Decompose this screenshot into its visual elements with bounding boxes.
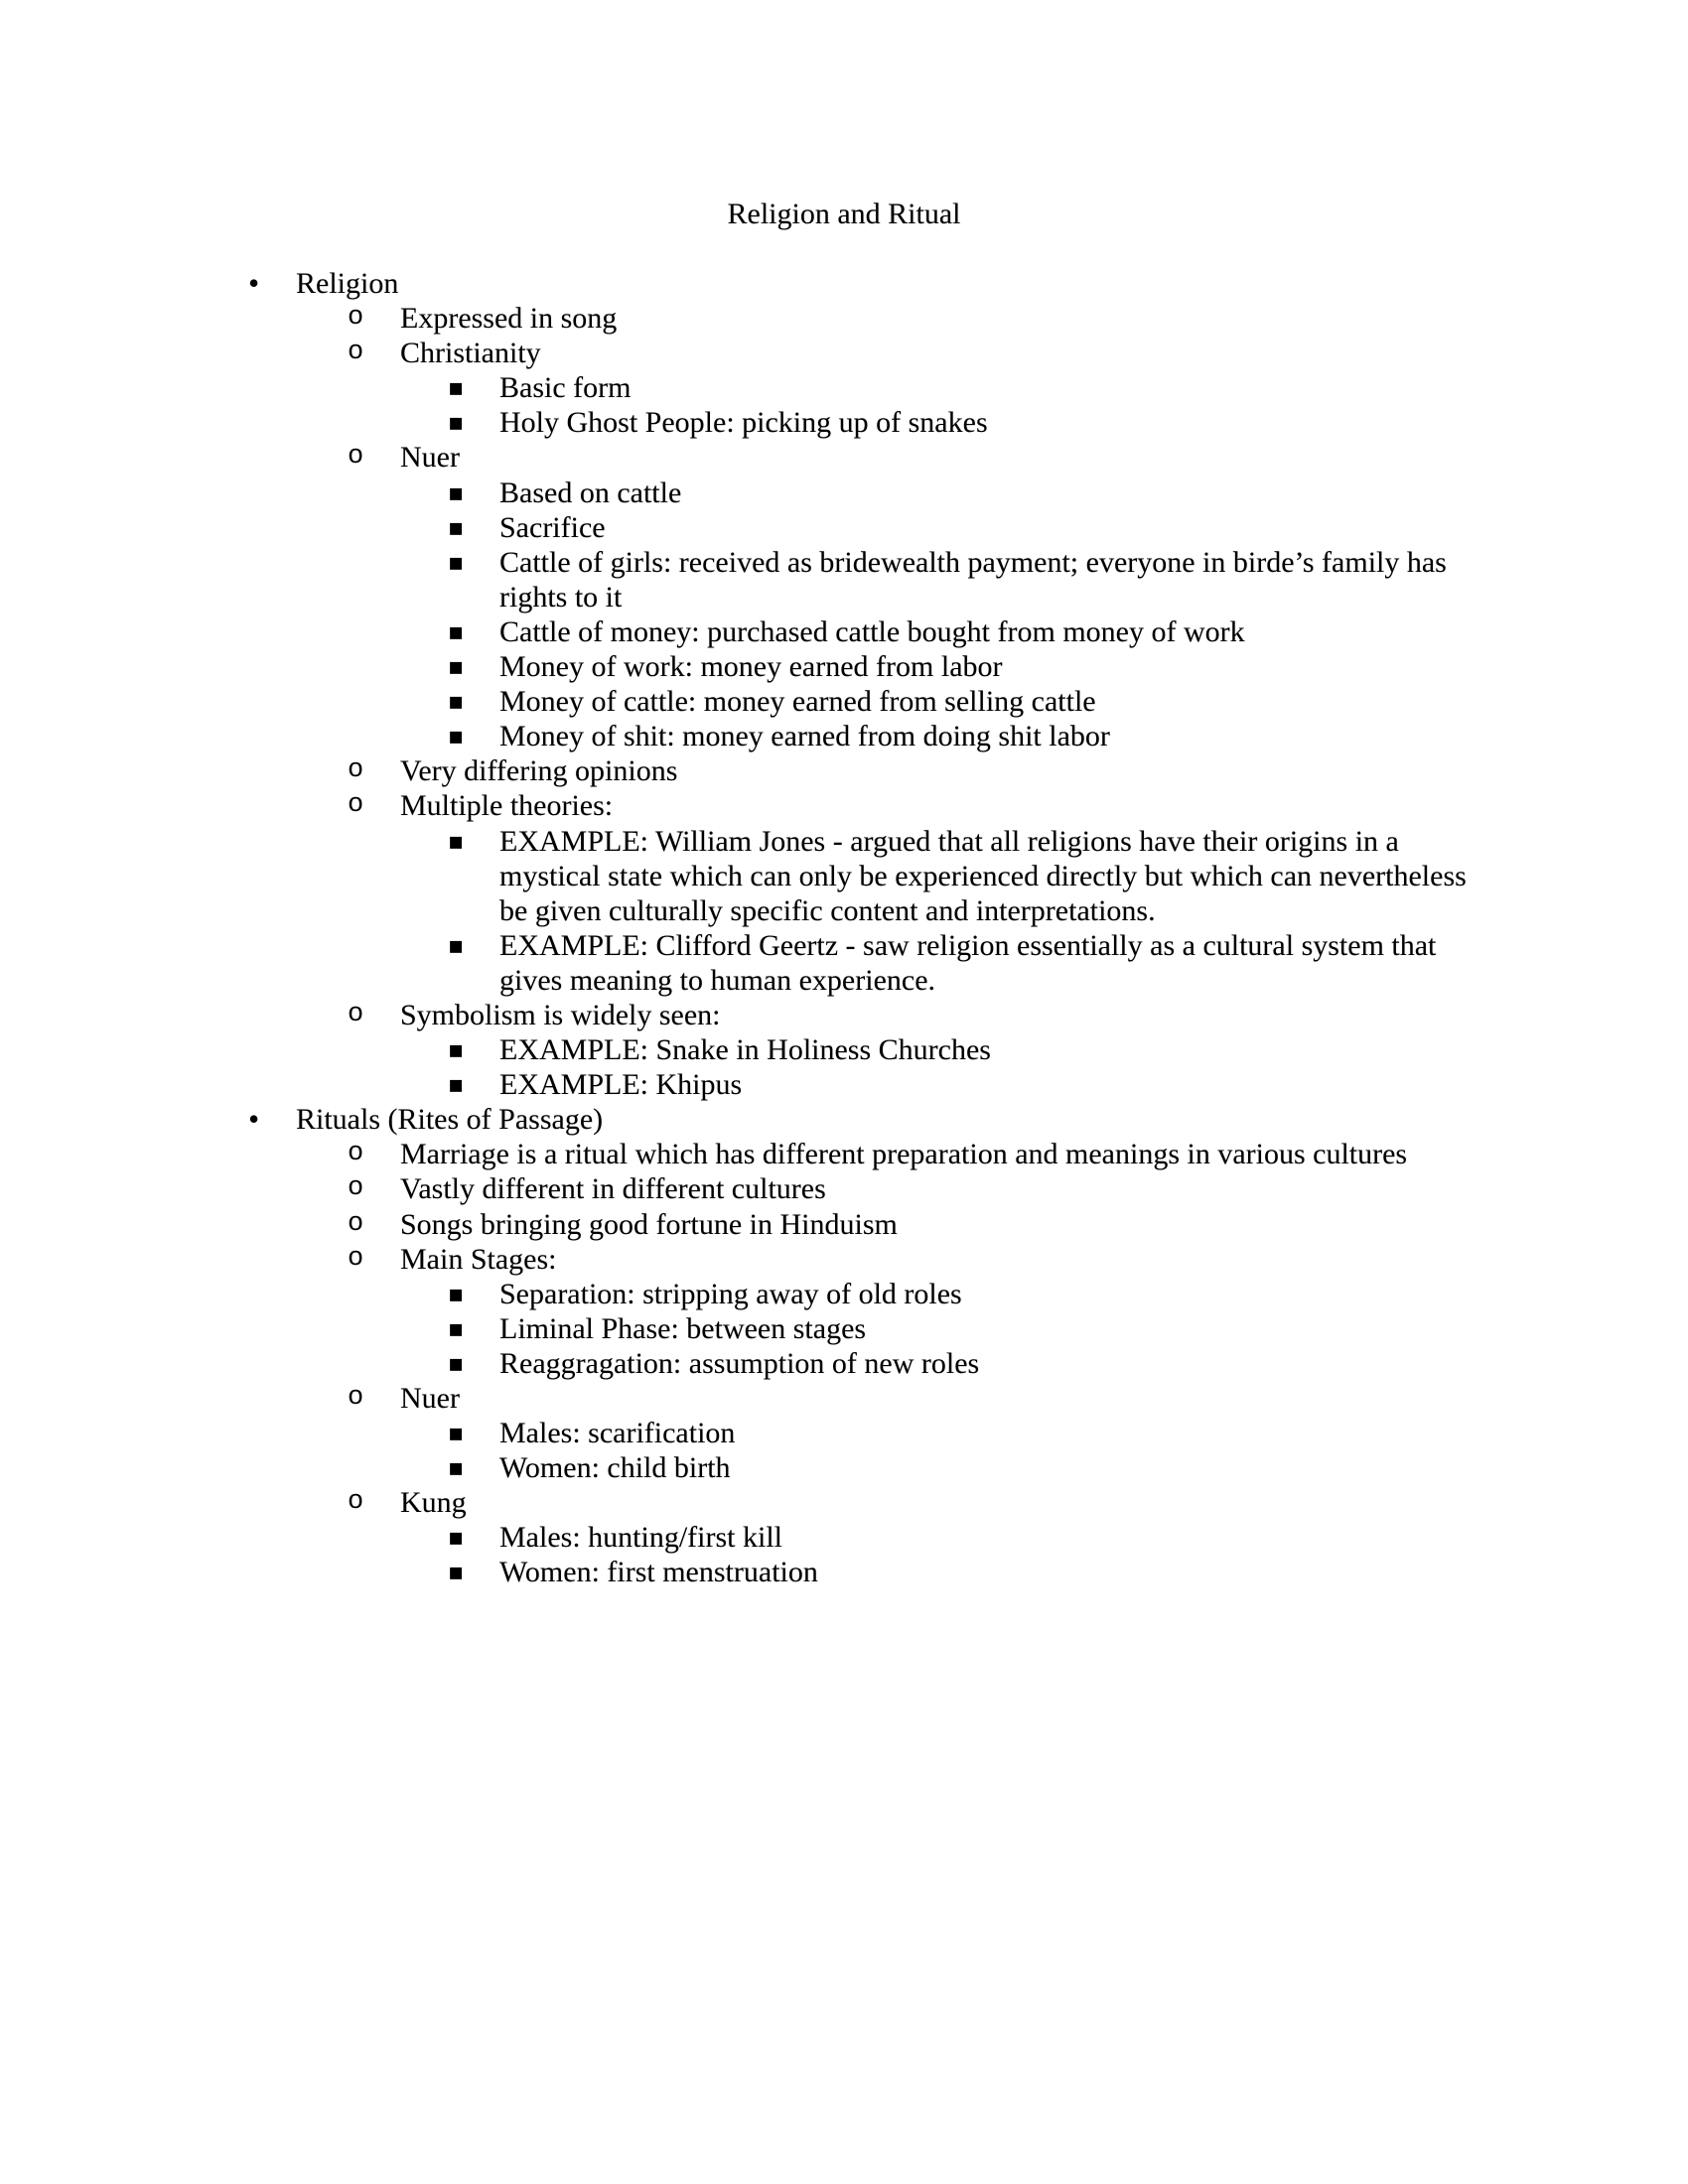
bullet-circle-icon: o [348, 1173, 364, 1204]
item-text: Based on cattle [499, 476, 682, 509]
item-text: gives meaning to human experience. [499, 963, 936, 997]
bullet-square-icon: ▪ [448, 1348, 465, 1377]
item-text: Nuer [400, 1382, 460, 1415]
list-item-level-3 [0, 684, 1688, 719]
list-item-level-3 [0, 370, 1688, 405]
item-text: Males: scarification [499, 1417, 736, 1450]
item-text: Money of cattle: money earned from selling cattle [499, 685, 1096, 719]
bullet-square-icon: ▪ [448, 1035, 465, 1064]
bullet-circle-icon: o [348, 1243, 364, 1274]
item-text: EXAMPLE: Khipus [499, 1068, 743, 1102]
item-text: EXAMPLE: Snake in Holiness Churches [499, 1033, 991, 1067]
bullet-square-icon: ▪ [448, 652, 465, 681]
list-item-level-2 [0, 1381, 1688, 1416]
list-item-level-1 [0, 266, 1688, 301]
item-text: Very differing opinions [400, 754, 678, 788]
item-text: Religion [296, 267, 399, 300]
bullet-square-icon: ▪ [448, 512, 465, 541]
outline-list [0, 266, 1688, 1590]
bullet-square-icon: ▪ [448, 1419, 465, 1447]
bullet-square-icon: ▪ [448, 478, 465, 506]
bullet-circle-icon: o [348, 1383, 364, 1413]
bullet-square-icon: ▪ [448, 722, 465, 751]
item-text: Rituals (Rites of Passage) [296, 1103, 604, 1137]
list-item-level-3 [0, 1067, 1688, 1102]
bullet-square-icon: ▪ [448, 1279, 465, 1307]
item-text: Reaggragation: assumption of new roles [499, 1346, 980, 1380]
item-text: mystical state which can only be experienced directly but which can nevertheless [499, 859, 1467, 892]
list-item-level-3 [0, 1450, 1688, 1485]
bullet-circle-icon: o [348, 1487, 364, 1518]
bullet-square-icon: ▪ [448, 687, 465, 716]
list-item-level-3 [0, 1555, 1688, 1589]
bullet-square-icon: ▪ [448, 1523, 465, 1552]
list-item-level-2 [0, 788, 1688, 823]
item-text: Sacrifice [499, 510, 606, 544]
list-item-level-2 [0, 1242, 1688, 1277]
bullet-circle-icon: o [348, 1139, 364, 1169]
list-item-level-2 [0, 1137, 1688, 1171]
item-text: Holy Ghost People: picking up of snakes [499, 406, 988, 440]
item-text: rights to it [499, 580, 623, 614]
list-item-level-2 [0, 1485, 1688, 1520]
list-item-level-3 [0, 824, 1688, 928]
bullet-square-icon: ▪ [448, 616, 465, 645]
list-item-level-3 [0, 614, 1688, 649]
list-item-level-2 [0, 753, 1688, 788]
bullet-circle-icon: o [348, 303, 364, 334]
item-text: Money of shit: money earned from doing shit labor [499, 720, 1110, 753]
list-item-level-3 [0, 1416, 1688, 1450]
list-item-level-3 [0, 719, 1688, 753]
bullet-square-icon: ▪ [448, 408, 465, 437]
item-text: EXAMPLE: Clifford Geertz - saw religion essentially as a cultural system that [499, 928, 1437, 962]
list-item-level-2 [0, 1171, 1688, 1206]
bullet-square-icon: ▪ [448, 547, 465, 576]
bullet-square-icon: ▪ [448, 1453, 465, 1482]
list-item-level-3 [0, 1311, 1688, 1346]
list-item-level-3 [0, 1520, 1688, 1555]
list-item-level-3 [0, 649, 1688, 684]
list-item-level-2 [0, 301, 1688, 336]
item-text: Basic form [499, 371, 632, 405]
document-title: Religion and Ritual [727, 198, 961, 230]
item-text: Cattle of money: purchased cattle bought from money of work [499, 614, 1245, 648]
item-text: Marriage is a ritual which has different preparation and meanings in various cultures [400, 1138, 1408, 1171]
list-item-level-3 [0, 405, 1688, 440]
item-text: Main Stages: [400, 1242, 557, 1276]
item-text: Cattle of girls: received as bridewealth payment; everyone in birde’s family has [499, 545, 1447, 579]
list-item-level-1 [0, 1102, 1688, 1137]
item-text: Symbolism is widely seen: [400, 998, 721, 1031]
list-item-level-3 [0, 545, 1688, 614]
list-item-level-3 [0, 510, 1688, 545]
item-text: Multiple theories: [400, 789, 614, 823]
item-text: Males: hunting/first kill [499, 1521, 782, 1555]
bullet-circle-icon: o [348, 338, 364, 368]
bullet-disc-icon: • [248, 1101, 260, 1138]
item-text: Women: first menstruation [499, 1556, 818, 1589]
item-text: Vastly different in different cultures [400, 1172, 826, 1206]
item-text: Nuer [400, 441, 460, 475]
item-text: be given culturally specific content and interpretations. [499, 893, 1156, 927]
list-item-level-3 [0, 1277, 1688, 1311]
list-item-level-3 [0, 476, 1688, 510]
bullet-square-icon: ▪ [448, 930, 465, 959]
bullet-square-icon: ▪ [448, 1558, 465, 1586]
bullet-circle-icon: o [348, 999, 364, 1029]
list-item-level-2 [0, 440, 1688, 475]
bullet-square-icon: ▪ [448, 373, 465, 402]
bullet-square-icon: ▪ [448, 1313, 465, 1342]
list-item-level-3 [0, 928, 1688, 998]
list-item-level-3 [0, 1346, 1688, 1381]
bullet-circle-icon: o [348, 442, 364, 473]
bullet-square-icon: ▪ [448, 826, 465, 855]
item-text: Songs bringing good fortune in Hinduism [400, 1207, 898, 1241]
bullet-square-icon: ▪ [448, 1070, 465, 1099]
bullet-circle-icon: o [348, 1208, 364, 1239]
item-text: Christianity [400, 337, 541, 370]
list-item-level-2 [0, 998, 1688, 1032]
bullet-circle-icon: o [348, 790, 364, 821]
bullet-disc-icon: • [248, 265, 260, 301]
item-text: Kung [400, 1486, 467, 1520]
item-text: Expressed in song [400, 302, 618, 336]
item-text: Liminal Phase: between stages [499, 1311, 867, 1345]
item-text: EXAMPLE: William Jones - argued that all religions have their origins in a [499, 824, 1399, 858]
bullet-circle-icon: o [348, 755, 364, 786]
item-text: Separation: stripping away of old roles [499, 1277, 962, 1310]
item-text: Money of work: money earned from labor [499, 650, 1003, 684]
list-item-level-2 [0, 1207, 1688, 1242]
item-text: Women: child birth [499, 1451, 731, 1485]
list-item-level-3 [0, 1032, 1688, 1067]
list-item-level-2 [0, 336, 1688, 370]
